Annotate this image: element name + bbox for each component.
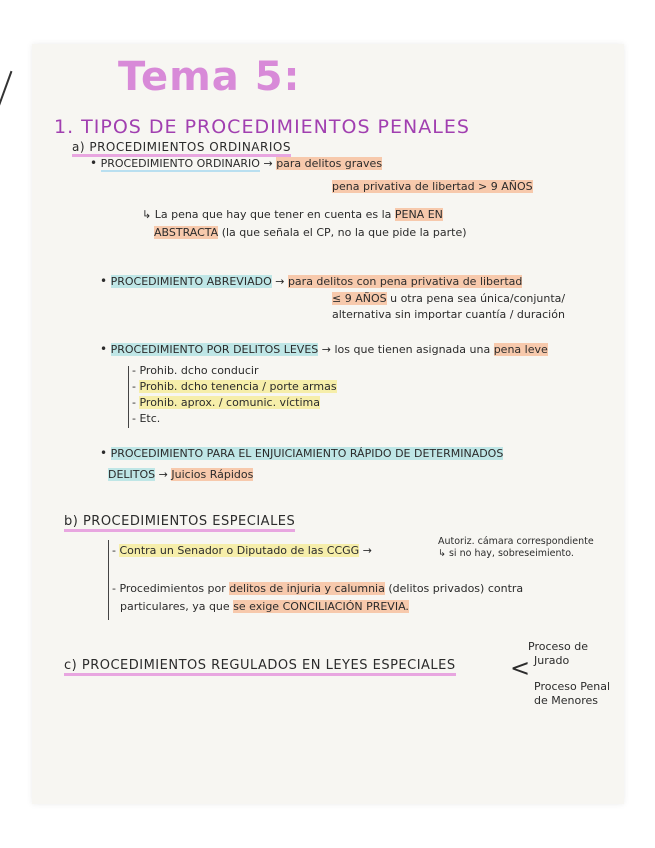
option-menores: [534, 680, 610, 708]
section-heading: 1. TIPOS DE PROCEDIMIENTOS PENALES: [54, 116, 470, 138]
notebook-page: [32, 44, 624, 804]
leves-item: - Prohib. dcho conducir: [132, 364, 259, 377]
especiales-highlight: se exige CONCILIACIÓN PREVIA.: [233, 600, 409, 613]
ordinario-pena: [332, 180, 533, 194]
especiales-item-1-text: Contra un Senador o Diputado de las CCGG: [119, 544, 360, 557]
nota-text-2: (la que señala el CP, no la que pide la parte): [221, 226, 467, 239]
bullet-icon: •: [100, 274, 108, 288]
arrow-icon: →: [158, 468, 168, 481]
option-jurado-1: Proceso de: [528, 640, 588, 653]
arrow-icon: →: [263, 157, 273, 170]
especiales-item-2-line-2: [120, 600, 409, 614]
nota-highlight-2: ABSTRACTA: [154, 226, 219, 239]
rapido-desc: Juicios Rápidos: [171, 468, 254, 481]
rapido-row-1: [100, 446, 503, 461]
nota-line-1: [142, 208, 443, 222]
especiales-note-2: ↳ si no hay, sobreseimiento.: [438, 548, 574, 559]
option-menores-2: de Menores: [534, 694, 598, 707]
nota-line-2: [154, 226, 467, 240]
leves-desc: los que tienen asignada una: [334, 343, 491, 356]
option-jurado-2: Jurado: [534, 654, 570, 667]
pen-stroke-mark: [0, 71, 12, 107]
abreviado-line-1: para delitos con pena privativa de libertad: [287, 275, 523, 288]
leves-item: - Etc.: [132, 412, 161, 425]
especiales-note-1: Autoriz. cámara correspondiente: [438, 536, 594, 547]
especiales-text: (delitos privados) contra: [388, 582, 524, 595]
abreviado-label: PROCEDIMIENTO ABREVIADO: [110, 275, 272, 288]
arrow-icon: →: [275, 275, 285, 288]
ordinario-label: PROCEDIMIENTO ORDINARIO: [100, 157, 260, 170]
bullet-icon: •: [90, 156, 98, 170]
abreviado-highlight: ≤ 9 AÑOS: [332, 292, 387, 305]
ordinario-row: [90, 156, 382, 171]
option-jurado: [528, 640, 588, 668]
especiales-item-2-line-1: - Procedimientos por delitos de injuria y calumnia (delitos privados) contra: [112, 582, 524, 595]
especiales-text: Procedimientos por: [119, 582, 226, 595]
arrow-icon: →: [362, 544, 372, 557]
especiales-highlight: delitos de injuria y calumnia: [229, 582, 385, 595]
leves-item-text: Prohib. aprox. / comunic. víctima: [139, 396, 320, 409]
subsection-c-heading: c) PROCEDIMIENTOS REGULADOS EN LEYES ESPECIALES: [64, 658, 456, 676]
especiales-item-1: - Contra un Senador o Diputado de las CCGG →: [112, 544, 372, 557]
abreviado-line-2: [332, 292, 565, 306]
bullet-icon: •: [100, 342, 108, 356]
leves-row: [100, 342, 548, 357]
leves-bracket: [128, 366, 129, 428]
return-arrow-icon: ↳: [142, 208, 152, 221]
leves-item: - Prohib. dcho tenencia / porte armas: [132, 380, 337, 393]
ordinario-desc: para delitos graves: [276, 157, 383, 170]
bullet-icon: •: [100, 446, 108, 460]
leves-item-text: Etc.: [139, 412, 161, 425]
nota-highlight-1: PENA EN: [394, 208, 443, 221]
ordinario-pena-text: pena privativa de libertad > 9 AÑOS: [332, 180, 533, 193]
abreviado-text-2: u otra pena sea única/conjunta/: [390, 292, 566, 305]
leves-label: PROCEDIMIENTO POR DELITOS LEVES: [110, 343, 319, 356]
abreviado-row: [100, 274, 522, 289]
subsection-a-heading: a) PROCEDIMIENTOS ORDINARIOS: [72, 140, 291, 157]
leves-item-text: Prohib. dcho tenencia / porte armas: [139, 380, 337, 393]
leves-highlight: pena leve: [493, 343, 548, 356]
subsection-b-heading: b) PROCEDIMIENTOS ESPECIALES: [64, 514, 295, 532]
especiales-bracket: [108, 540, 109, 620]
leves-item-text: Prohib. dcho conducir: [139, 364, 259, 377]
leves-item: - Prohib. aprox. / comunic. víctima: [132, 396, 320, 409]
abreviado-line-3: alternativa sin importar cuantía / duración: [332, 308, 565, 321]
especiales-note: [438, 536, 594, 560]
rapido-label-1: PROCEDIMIENTO PARA EL ENJUICIAMIENTO RÁPIDO DE DETERMINADOS: [110, 447, 504, 460]
page-title: Tema 5:: [118, 54, 301, 100]
nota-text-1: La pena que hay que tener en cuenta es la: [154, 208, 392, 221]
especiales-text: particulares, ya que: [120, 600, 230, 613]
rapido-label-2: DELITOS: [108, 468, 156, 481]
brace-icon: <: [510, 654, 531, 682]
option-menores-1: Proceso Penal: [534, 680, 611, 693]
arrow-icon: →: [321, 343, 331, 356]
rapido-row-2: [108, 468, 253, 482]
